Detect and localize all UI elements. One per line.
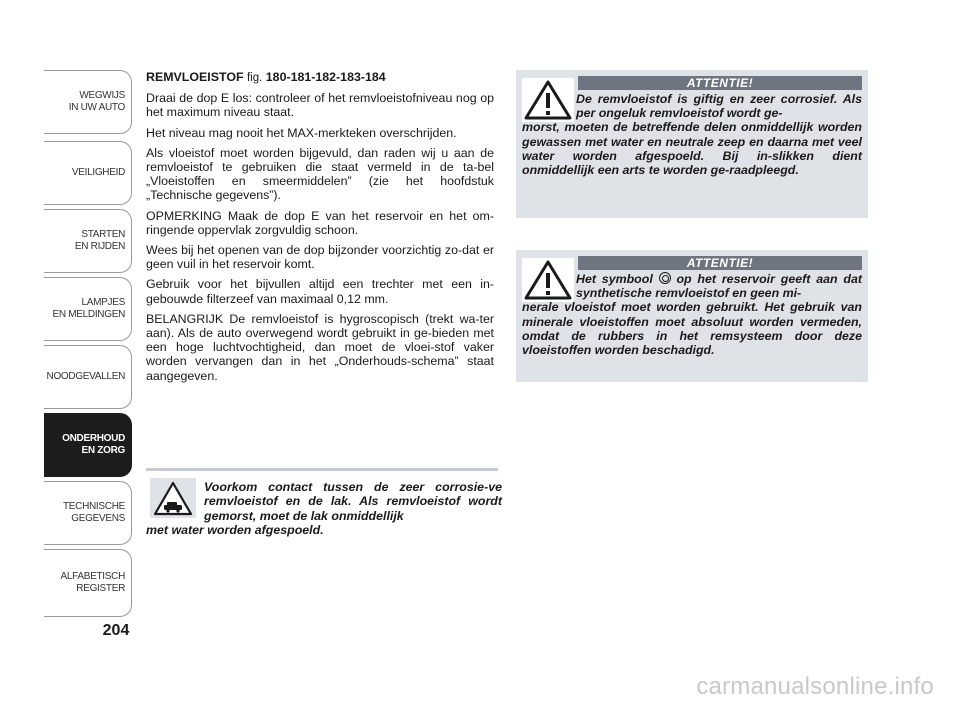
tab-label: NOODGEVALLEN (46, 371, 125, 382)
tab-label: WEGWIJS IN UW AUTO (68, 90, 125, 113)
paragraph: Het niveau mag nooit het MAX-merkteken overschrijden. (146, 125, 457, 140)
tab-label: STARTEN EN RIJDEN (74, 229, 125, 252)
tab-wegwijs[interactable] (44, 70, 132, 134)
tab-onderhoud[interactable] (44, 413, 132, 477)
warning-text-before-symbol: Het symbool (576, 272, 653, 286)
warning-header: ATTENTIE! (578, 76, 862, 90)
tab-technische[interactable] (44, 481, 132, 545)
note-text-last: met water worden afgespoeld. (146, 522, 324, 537)
tab-label: ONDERHOUD EN ZORG (62, 433, 125, 456)
section-heading (146, 70, 494, 85)
paragraph: OPMERKING Maak de dop E van het reservoir en het om-ringende oppervlak zorgvuldig schoon. (146, 208, 494, 237)
paragraph: Draai de dop E los: controleer of het remvloeistofniveau nog op het maximum niveau staat. (146, 91, 494, 120)
main-text (146, 70, 494, 389)
heading-title: REMVLOEISTOF (146, 70, 244, 84)
note-divider (146, 468, 498, 471)
tab-label: LAMPJES EN MELDINGEN (52, 297, 125, 320)
warning-text-after-symbol: op het reservoir geeft aan dat synthetische remvloeistof en geen mi- (576, 272, 862, 301)
warning-box (516, 250, 868, 382)
tab-starten[interactable] (44, 209, 132, 273)
watermark: carmanualsonline.info (696, 673, 934, 700)
tab-label: VEILIGHEID (71, 167, 125, 178)
paragraph: Als vloeistof moet worden bijgevuld, dan raden wij u aan de remvloeistof te gebruiken die staat vermeld in de ta-bel „Vloeistoffen en smeermiddelen” (zie het hoofdstuk „Technische gegevens”). (146, 145, 494, 203)
paragraph: Wees bij het openen van de dop bijzonder voorzichtig zo-dat er geen vuil in het reservoir komt. (146, 243, 494, 272)
tab-alfabetisch[interactable] (44, 549, 132, 617)
warning-box (516, 70, 868, 218)
fig-numbers: 180-181-182-183-184 (265, 70, 386, 84)
warning-header: ATTENTIE! (578, 256, 862, 270)
tab-label: ALFABETISCH REGISTER (60, 571, 125, 594)
brake-fluid-symbol-icon (659, 272, 671, 284)
tab-veiligheid[interactable] (44, 141, 132, 205)
paragraph: BELANGRIJK De remvloeistof is hygroscopisch (trekt wa-ter aan). Als de auto overwegend wordt gebruikt in ge-bieden met een hoge luchtvochtigheid, dan moet de vloei-stof vaker worden vervangen dan in het „Onderhouds-schema” staat aangegeven. (146, 311, 494, 383)
warning-text-rest: nerale vloeistof moet worden gebruikt. Het gebruik van minerale vloeistoffen moet absoluut worden vermeden, omdat de rubbers in het remsysteem door deze vloeistoffen worden beschadigd. (522, 300, 862, 358)
tab-label: TECHNISCHE GEGEVENS (62, 501, 125, 524)
warning-text-indented (522, 272, 862, 300)
fig-prefix: fig. (246, 72, 263, 84)
warning-text (522, 272, 862, 357)
tab-noodgevallen[interactable] (44, 345, 132, 409)
tab-lampjes[interactable] (44, 277, 132, 341)
page-number: 204 (102, 622, 130, 639)
warning-text-rest: morst, moeten de betreffende delen onmiddellijk worden gewassen met water en neutrale zeep en daarna met veel water worden afgespoeld. Bij in-slikken dient onmiddellijk een arts te worden ge-raadpleegd. (522, 120, 862, 178)
warning-text (522, 92, 862, 177)
warning-text-indented: De remvloeistof is giftig en zeer corrosief. Als per ongeluk remvloeistof wordt ge- (576, 92, 862, 121)
paragraph: Gebruik voor het bijvullen altijd een trechter met een in-gebouwde filterzeef van maximaal 0,12 mm. (146, 277, 494, 306)
note-text-indented: Voorkom contact tussen de zeer corrosie-ve remvloeistof en de lak. Als remvloeistof wordt gemorst, moet de lak onmiddellijk (204, 480, 502, 523)
environment-note (146, 480, 502, 537)
